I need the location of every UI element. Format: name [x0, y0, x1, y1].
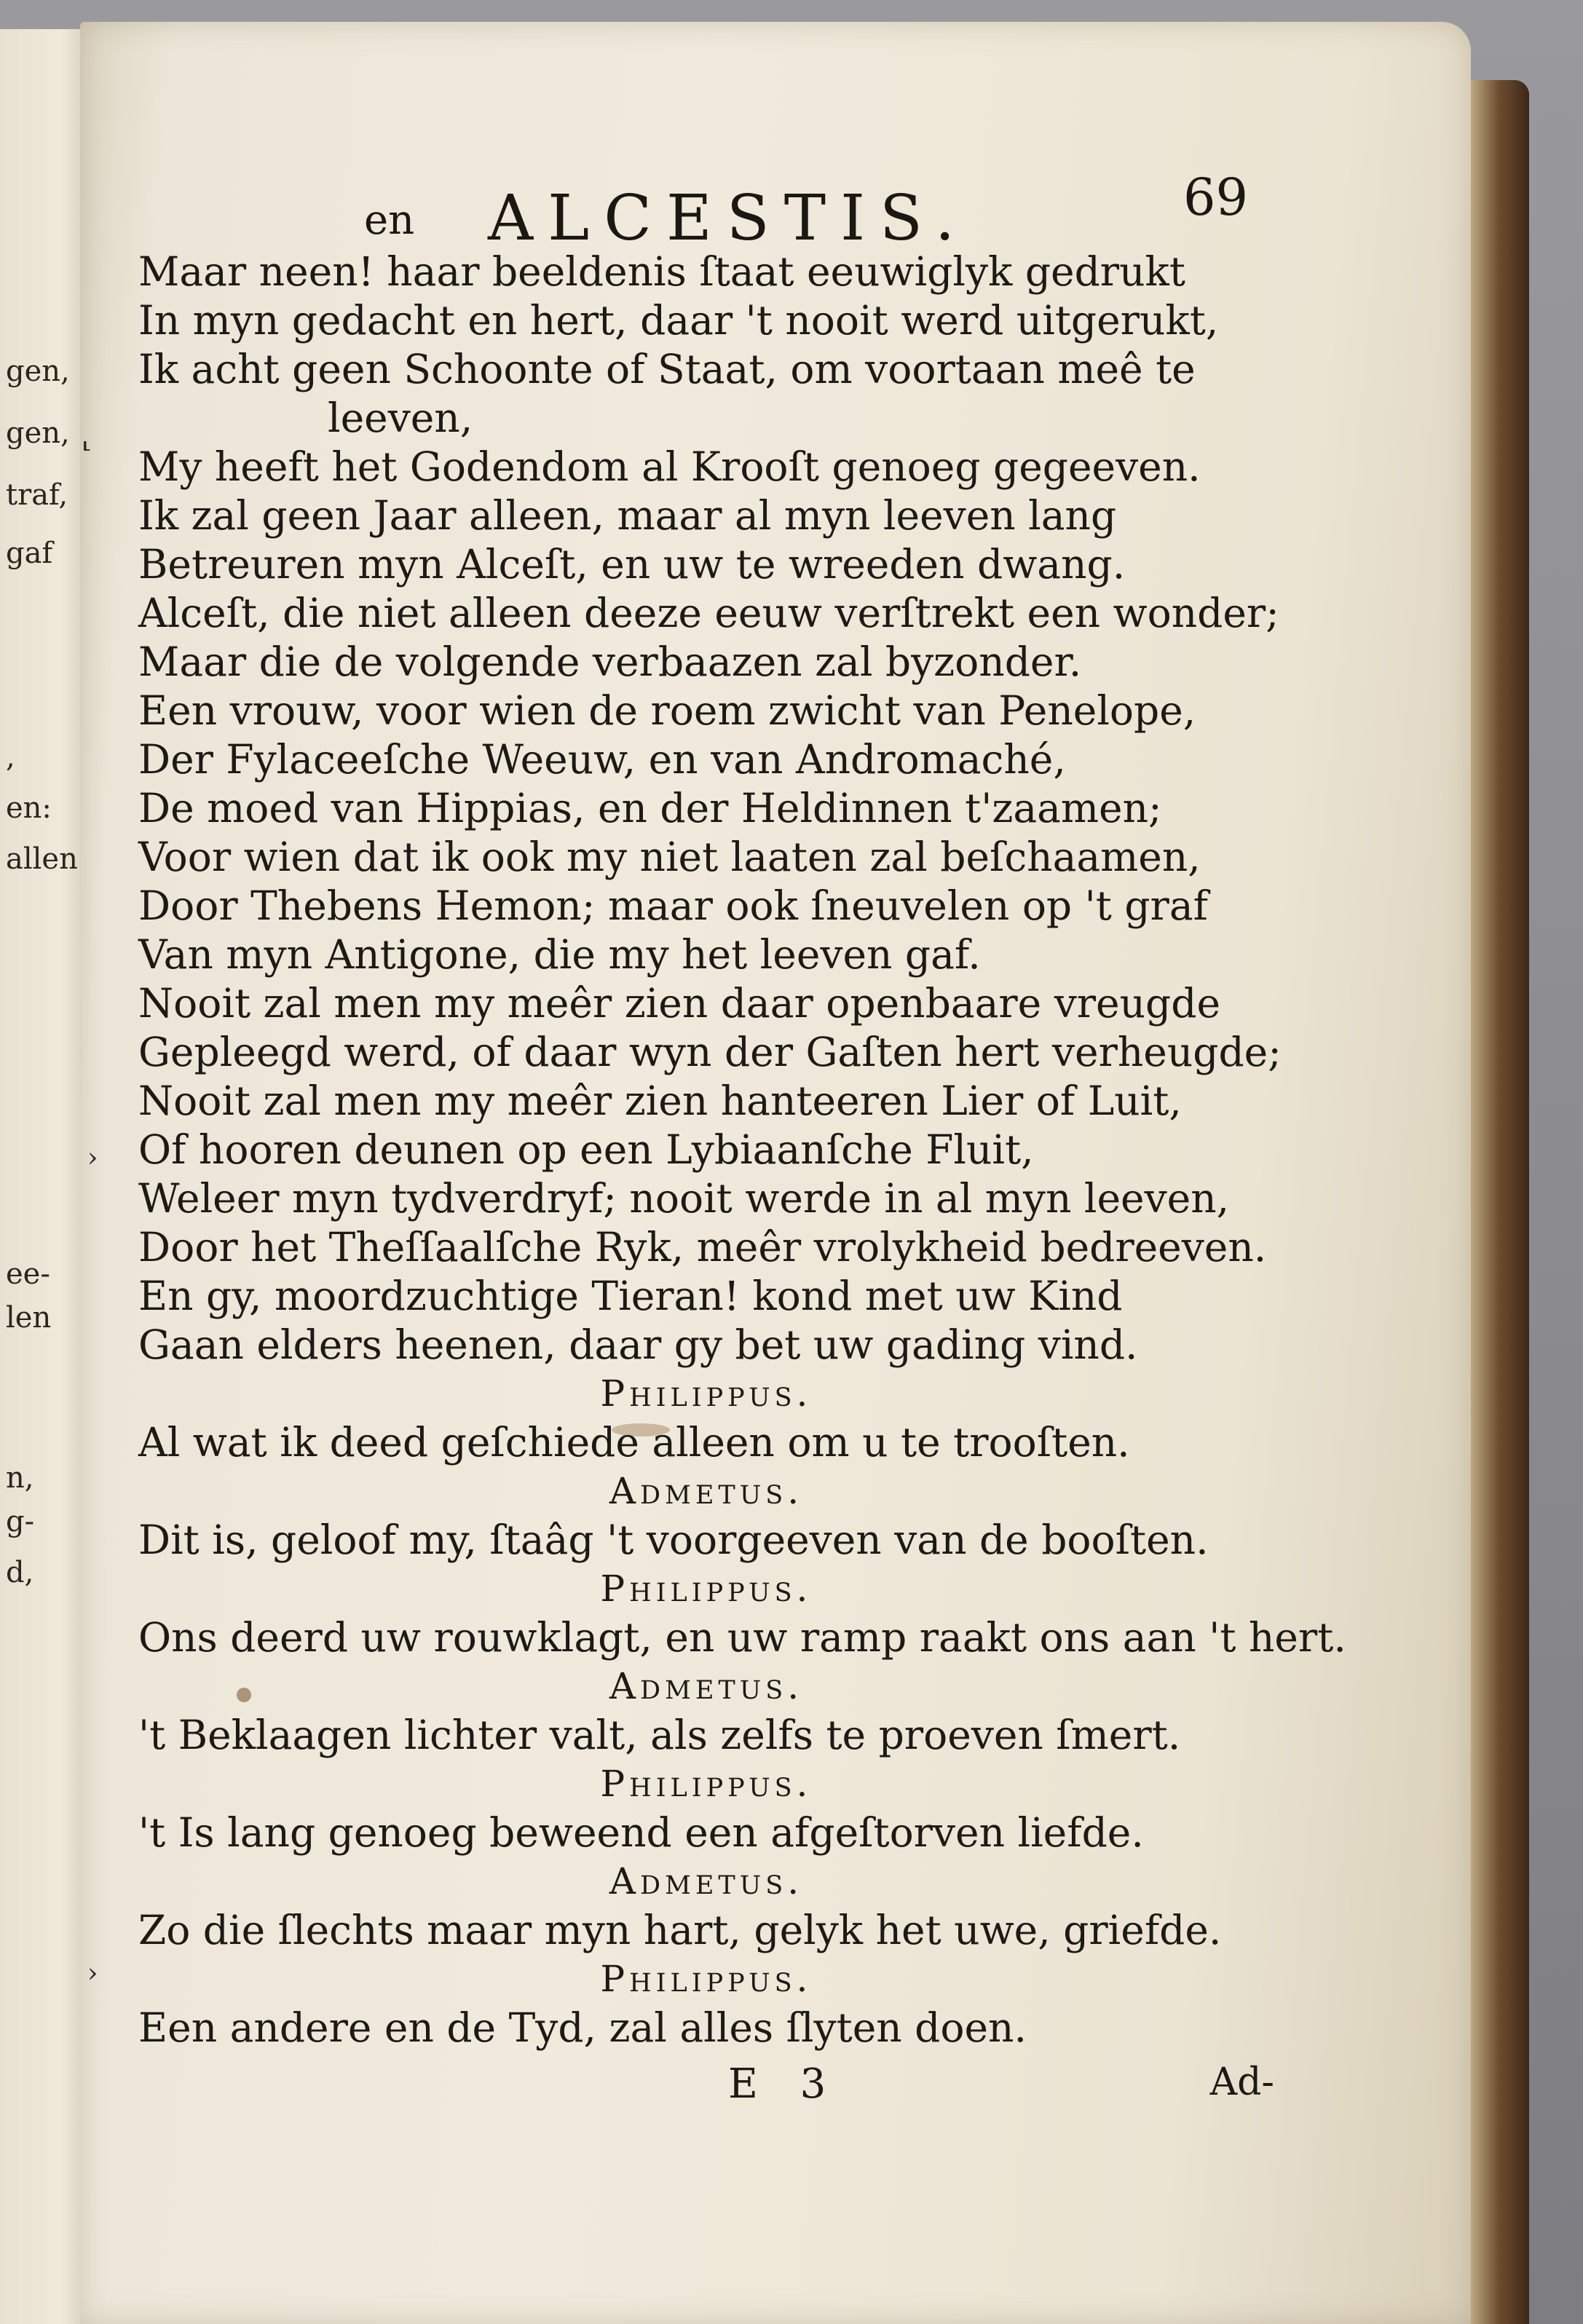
verse-line: Voor wien dat ik ook my niet laaten zal beſchaamen,: [138, 834, 1201, 880]
signature-mark: E 3: [728, 2060, 841, 2108]
speaker-name: Philippus.: [600, 1568, 813, 1610]
verse-line: Door Thebens Hemon; maar ook ſneuvelen op 't graf: [138, 882, 1208, 929]
page-number: 69: [1183, 167, 1249, 227]
page-footer: [138, 2060, 1274, 2111]
verse-line: Betreuren myn Alceſt, en uw te wreeden dwang.: [138, 541, 1126, 588]
verse-line: 't Is lang genoeg beweend een afgeſtorven liefde.: [138, 1809, 1144, 1856]
verse-line: Weleer myn tydverdryf; nooit werde in al myn leeven,: [138, 1175, 1230, 1222]
verse-line: Al wat ik deed geſchiede alleen om u te trooſten.: [138, 1419, 1130, 1466]
speaker-name: Admetus.: [609, 1860, 804, 1902]
verse-line: Een andere en de Tyd, zal alles ſlyten doen.: [138, 2004, 1027, 2051]
facing-page-fragment: n,: [6, 1461, 34, 1495]
verse-text: [138, 248, 1346, 2052]
verse-line: Ons deerd uw rouwklagt, en uw ramp raakt ons aan 't hert.: [138, 1614, 1346, 1661]
speaker-name: Philippus.: [600, 1372, 813, 1415]
facing-page: [0, 29, 90, 2324]
facing-page-fragment: allen: [6, 842, 78, 876]
verse-line: Maar neen! haar beeldenis ſtaat eeuwiglyk gedrukt: [138, 248, 1185, 295]
running-title: ALCESTIS.: [488, 182, 970, 255]
margin-mark: ⸤: [82, 424, 92, 454]
facing-page-fragment: len: [6, 1301, 52, 1335]
speaker-name: Admetus.: [609, 1470, 804, 1512]
verse-line: Gepleegd werd, of daar wyn der Gaſten hert verheugde;: [138, 1029, 1282, 1075]
catchword: Ad-: [1209, 2060, 1274, 2104]
facing-page-fragment: d,: [6, 1556, 34, 1589]
verse-line: Van myn Antigone, die my het leeven gaf.: [138, 931, 981, 978]
verse-line: Door het Theſſaalſche Ryk, meêr vrolykheid bedreeven.: [138, 1224, 1267, 1270]
verse-line: Maar die de volgende verbaazen zal byzonder.: [138, 639, 1082, 685]
facing-page-fragment: ee-: [6, 1257, 50, 1291]
verse-line: Een vrouw, voor wien de roem zwicht van Penelope,: [138, 687, 1196, 734]
verse-line: leeven,: [328, 395, 473, 441]
verse-line: My heeft het Godendom al Krooſt genoeg gegeeven.: [138, 443, 1201, 490]
verse-line: En gy, moordzuchtige Tieran! kond met uw Kind: [138, 1273, 1123, 1319]
verse-line: Of hooren deunen op een Lybiaanſche Fluit,: [138, 1126, 1034, 1173]
verse-line: Ik acht geen Schoonte of Staat, om voortaan meê te: [138, 346, 1196, 392]
verse-line: Alceſt, die niet alleen deeze eeuw verſtrekt een wonder;: [138, 590, 1279, 636]
margin-mark: ›: [87, 1143, 98, 1173]
facing-page-fragment: gen,: [6, 355, 70, 388]
facing-page-fragment: ,: [6, 740, 15, 774]
verse-line: Nooit zal men my meêr zien daar openbaare vreugde: [138, 980, 1220, 1027]
verse-line: In myn gedacht en hert, daar 't nooit werd uitgerukt,: [138, 297, 1219, 344]
facing-page-fragment: gaf: [6, 537, 53, 570]
verse-line: Zo die ſlechts maar myn hart, gelyk het uwe, griefde.: [138, 1907, 1222, 1953]
verse-line: Der Fylaceeſche Weeuw, en van Andromaché,: [138, 736, 1066, 783]
verse-line: 't Beklaagen lichter valt, als zelfs te proeven ſmert.: [138, 1712, 1181, 1758]
facing-page-fragment: traf,: [6, 478, 68, 512]
facing-page-fragment: en:: [6, 791, 52, 825]
speaker-name: Admetus.: [609, 1665, 804, 1707]
running-head: [364, 167, 1260, 255]
facing-page-fragment: gen,: [6, 416, 70, 450]
running-head-prefix: en: [364, 197, 415, 244]
verse-line: Gaan elders heenen, daar gy bet uw gading vind.: [138, 1321, 1138, 1368]
margin-mark: ›: [87, 1959, 98, 1988]
verse-line: Ik zal geen Jaar alleen, maar al myn leeven lang: [138, 492, 1117, 539]
verse-line: Nooit zal men my meêr zien hanteeren Lier of Luit,: [138, 1078, 1182, 1124]
verse-line: Dit is, geloof my, ſtaâg 't voorgeeven van de booſten.: [138, 1517, 1209, 1563]
speaker-name: Philippus.: [600, 1958, 813, 2000]
facing-page-fragment: g-: [6, 1505, 35, 1538]
verse-line: De moed van Hippias, en der Heldinnen t'zaamen;: [138, 785, 1162, 831]
speaker-name: Philippus.: [600, 1763, 813, 1805]
